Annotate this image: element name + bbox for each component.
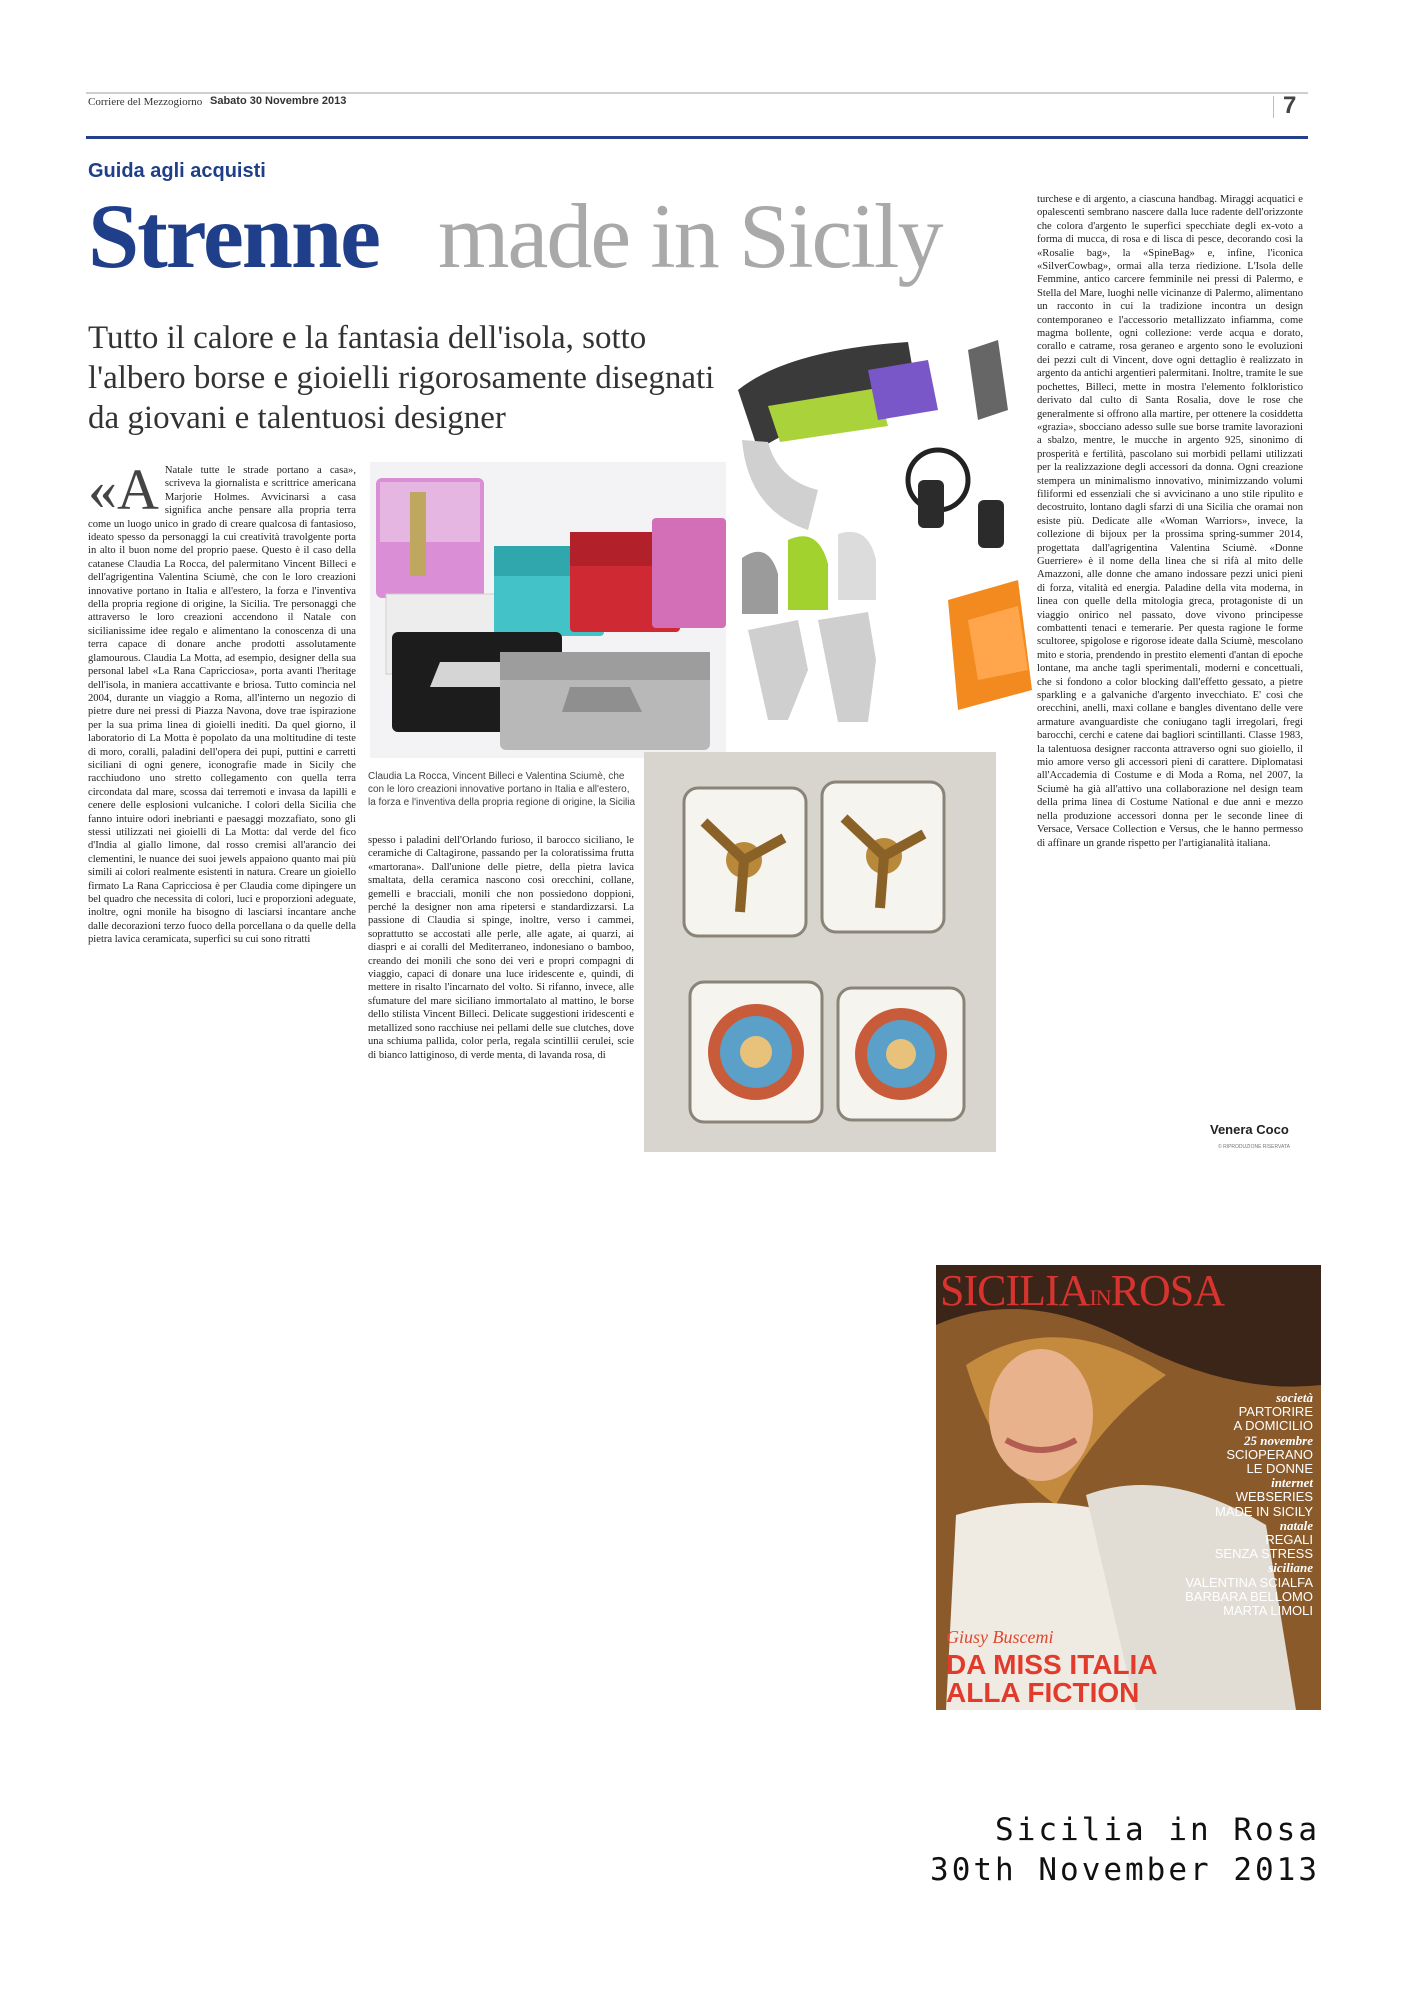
masthead-word-in: IN — [1089, 1285, 1111, 1310]
headline-light: made in Sicily — [438, 185, 942, 287]
masthead-word-sicilia: SICILIA — [940, 1266, 1090, 1315]
article-column-1 — [88, 464, 356, 1154]
copyright-note: © RIPRODUZIONE RISERVATA — [1218, 1144, 1290, 1150]
photo-clutch-bags — [370, 462, 726, 758]
byline: Venera Coco — [1210, 1122, 1289, 1137]
cover-line: siciliane — [1268, 1560, 1313, 1576]
cover-headline-line-2: ALLA FICTION — [946, 1677, 1140, 1708]
cover-lines — [1113, 1391, 1313, 1618]
masthead-separator — [1273, 96, 1274, 118]
publication-credit — [900, 1810, 1320, 1890]
masthead-rule — [86, 136, 1308, 139]
magazine-cover — [936, 1265, 1321, 1710]
cover-line: MARTA LIMOLI — [1223, 1603, 1313, 1619]
cover-line: internet — [1271, 1475, 1313, 1491]
cover-headline — [946, 1651, 1158, 1707]
cover-line: 25 novembre — [1244, 1432, 1313, 1448]
cover-line: A DOMICILIO — [1233, 1418, 1313, 1434]
cover-line: BARBARA BELLOMO — [1185, 1588, 1313, 1604]
magazine-masthead — [940, 1265, 1224, 1316]
photo-trinacria-tiles — [644, 752, 996, 1152]
article-column-3: turchese e di argento, a ciascuna handbag. Miraggi acquatici e opalescenti sembrano nascere dalla luce radente dell'orizzonte che colora d'argento le superfici specchiate degli ex-voto a forma di mucca, di rosa e di lisca di pesce, decorando così la «Rosalie bag», la «SpineBag» e, infine, l'iconica «SilverCowbag», ormai alla terza riedizione. L'Isola delle Femmine, antico carcere femminile nei pressi di Palermo, e Stella del Mare, luoghi nelle vicinanze di Palermo, alimentano un racconto in cui la tradizione incontra un design contemporaneo e l'accessorio metallizzato infiamma, come magma bollente, ogni collezione: verde acqua e dorato, corallo e catrame, rosa geraneo e argento sono le evoluzioni dei pezzi cult di Vincent, dove ogni dettaglio è realizzato in argento da antichi argentieri palermitani. Inoltre, tramite le sue pochettes, Billeci, mette in mostra l'elemento folkloristico derivato dal culto di Santa Rosalia, dove le rose che generalmente si offrono alla martire, per ottenere la cosiddetta «grazia», sbocciano adesso sulle sue borse tramite lavorazioni a sbalzo, mentre, le mucche in argento 925, sinonimo di prosperità e fertilità, pascolano sui morbidi pellami utilizzati per la realizzazione degli accessori da donna. Ogni creazione stempera un minimalismo innovativo, minimizzando volumi filiformi ed essenziali che si avvicinano a uno stile ripulito e decostruito, lontano dagli sfarzi di una Sicilia che oramai non esiste più. Dedicate alle «Woman Warriors», invece, la collezione di bijoux per la prossima spring-summer 2014, progettata dall'agrigentina Valentina Sciumè. «Donne Guerriere» è il nome della linea che si rifà al mito delle Amazzoni, alle donne che amano indossare pezzi unici pieni di forza, vitalità ed energia. Paladine della vita moderna, in linea con quelle della mitologia greca, protagoniste di un viaggio onirico nel passato, dove vivono principesse combattenti tenaci e temerarie. Per questa ragione le forme scultoree, spigolose e rigorose ideate dalla Sciumè, mescolano mito e storia, prendendo in prestito elementi d'antan di epoche lontane, ma anche tagli sperimentali, moderni e concettuali, che si fondono a color blocking dall'effetto gessato, a pietre sparkling e a galvaniche d'argento invecchiato. E' così che orecchini, anelli, maxi collane e bangles diventano delle vere armature avanguardiste che coniugano tagli irregolari, fregi barocchi, cerchi e catene dai bagliori scintillanti. Classe 1983, la talentuosa designer racconta attraverso ogni suo gioiello, il mio amore verso gli accessori pieni di carattere. Diplomatasi all'Accademia di Costume e di Moda a Roma, nel 2007, la Sciumè ha già all'attivo una collaborazione nel design team della prima linea di Costume National e due anni e mezzo nella produzione accessori donna per le seconde linee di Versace, Versace Collection e Versus, che le hanno permesso di affinare un grande rispetto per l'artigianalità italiana. — [1037, 194, 1303, 849]
drop-cap: «A — [88, 464, 159, 522]
cover-star-name: Giusy Buscemi — [946, 1627, 1054, 1647]
page-number: 7 — [1283, 92, 1297, 119]
cover-line: PARTORIRE — [1238, 1404, 1313, 1420]
cover-line: MADE IN SICILY — [1214, 1503, 1313, 1519]
photo-jewellery-pieces — [728, 330, 1032, 750]
article-column-2: spesso i paladini dell'Orlando furioso, il barocco siciliano, le ceramiche di Caltagirone, passando per la coloratissima frutta «martorana». Dall'unione delle pietre, della pietra lavica smaltata, della ceramica nascono così orecchini, collane, gemelli e bracciali, monili che non possiedono doppioni, perché la designer non ama ripetersi e standardizzarsi. La passione di Claudia si spinge, inoltre, verso i cammei, soprattutto se accostati alle perle, alle agate, ai quarzi, ai diaspri e ai coralli del Mediterraneo, indonesiano o bamboo, creando dei monili che sono dei veri e propri compagni di viaggio, capaci di donare una luce iridescente e, quindi, di mettere in risalto l'incarnato del volto. Si rifanno, invece, alle sfumature del mare siciliano immortalato al mattino, le borse dello stilista Vincent Billeci. Delicate suggestioni iridescenti e metallized sono racchiuse nei pellami delle sue clutches, dove una schiuma pallida, color perla, regala scintillii cerulei, scie di bianco lattiginoso, di verde menta, di lavanda rosa, di — [368, 835, 634, 1061]
cover-line: WEBSERIES — [1235, 1489, 1313, 1505]
cover-line: VALENTINA SCIALFA — [1185, 1574, 1313, 1590]
cover-line: REGALI — [1265, 1532, 1313, 1548]
cover-headline-line-1: DA MISS ITALIA — [946, 1649, 1158, 1680]
cover-line: società — [1276, 1390, 1313, 1405]
newspaper-name: Corriere del Mezzogiorno — [88, 96, 203, 108]
cover-line: natale — [1279, 1517, 1313, 1533]
issue-date: Sabato 30 Novembre 2013 — [210, 95, 347, 107]
credit-date: 30th November 2013 — [930, 1852, 1320, 1888]
photo-caption: Claudia La Rocca, Vincent Billeci e Valentina Sciumè, che con le loro creazioni innovative portano in Italia e all'estero, la forza e l'inventiva della propria regione di origine, la Sicilia — [368, 771, 636, 808]
cover-line: SENZA STRESS — [1214, 1546, 1313, 1562]
credit-publication: Sicilia in Rosa — [995, 1812, 1320, 1848]
jewellery-illustration — [728, 330, 1032, 750]
masthead-word-rosa: ROSA — [1110, 1266, 1225, 1315]
column-1-text: Natale tutte le strade portano a casa», scriveva la giornalista e scrittrice americana Marjorie Holmes. Avvicinarsi a casa significa anche pensare alla propria terra come un luogo unico in grado di creare qualcosa di fantasioso, ideato spesso da personaggi la cui creatività travolgente porta in alto il buon nome del proprio paese. Questo è il caso della catanese Claudia La Rocca, del palermitano Vincent Billeci e dell'agrigentina Valentina Sciumè, che con le loro creazioni innovative portano in Italia e all'estero, la forza e l'inventiva della propria regione di origine, la Sicilia. Tre personaggi che attraverso le loro creazioni accendono il Natale con sicilianissime idee regalo e alimentano la conoscenza di una terra capace di donare anche prodotti assolutamente glamourous. Claudia La Motta, ad esempio, designer della sua personal label «La Rana Capricciosa», porta avanti l'heritage dell'isola, in maniera accattivante e briosa. Tutto comincia nel 2004, durante un viaggio a Roma, all'interno un negozio di pietre dure nei pressi di Piazza Navona, dove trae ispirazione per la sua prima linea di gioielli inediti. Da quel giorno, il laboratorio di La Motta è popolato da una moltitudine di teste di moro, coralli, paladini dell'opera dei pupi, puttini e carretti siciliani di ogni genere, iconografie made in Sicily che racchiudono uno stretto collegamento con quella terra circondata dal mare, scossa dai terremoti e invasa da lapilli e cenere delle esplosioni vulcaniche. I colori della Sicilia che fanno intuire odori inebrianti e paesaggi mozzafiato, sono gli stessi utilizzati nei gioielli di La Motta: dal verde del fico d'India al giallo limone, dal rosso cremisi all'arancio dei clementini, le nuance dei suoi jewels appaiono quanto mai più simili ai colori realmente esistenti in natura. Creare un gioiello firmato La Rana Capricciosa è per Claudia come dipingere un bel quadro che necessita di colori, luci e proporzioni adeguate, inoltre, ogni monile ha bisogno di lasciarsi incantare anche dalle decorazioni terzo fuoco della porcellana o da quelle della pietra lavica ceramicata, superfici su cui sono ritratti — [88, 465, 356, 946]
cover-line: SCIOPERANO — [1226, 1446, 1313, 1462]
section-kicker: Guida agli acquisti — [88, 160, 266, 182]
clutch-bags-illustration — [370, 462, 726, 758]
article-deck: Tutto il calore e la fantasia dell'isola, sotto l'albero borse e gioielli rigorosamente disegnati da giovani e talentuosi designer — [88, 320, 715, 436]
headline-strong: Strenne — [88, 185, 379, 287]
cover-line: LE DONNE — [1246, 1461, 1313, 1477]
trinacria-tiles-illustration — [644, 752, 996, 1152]
